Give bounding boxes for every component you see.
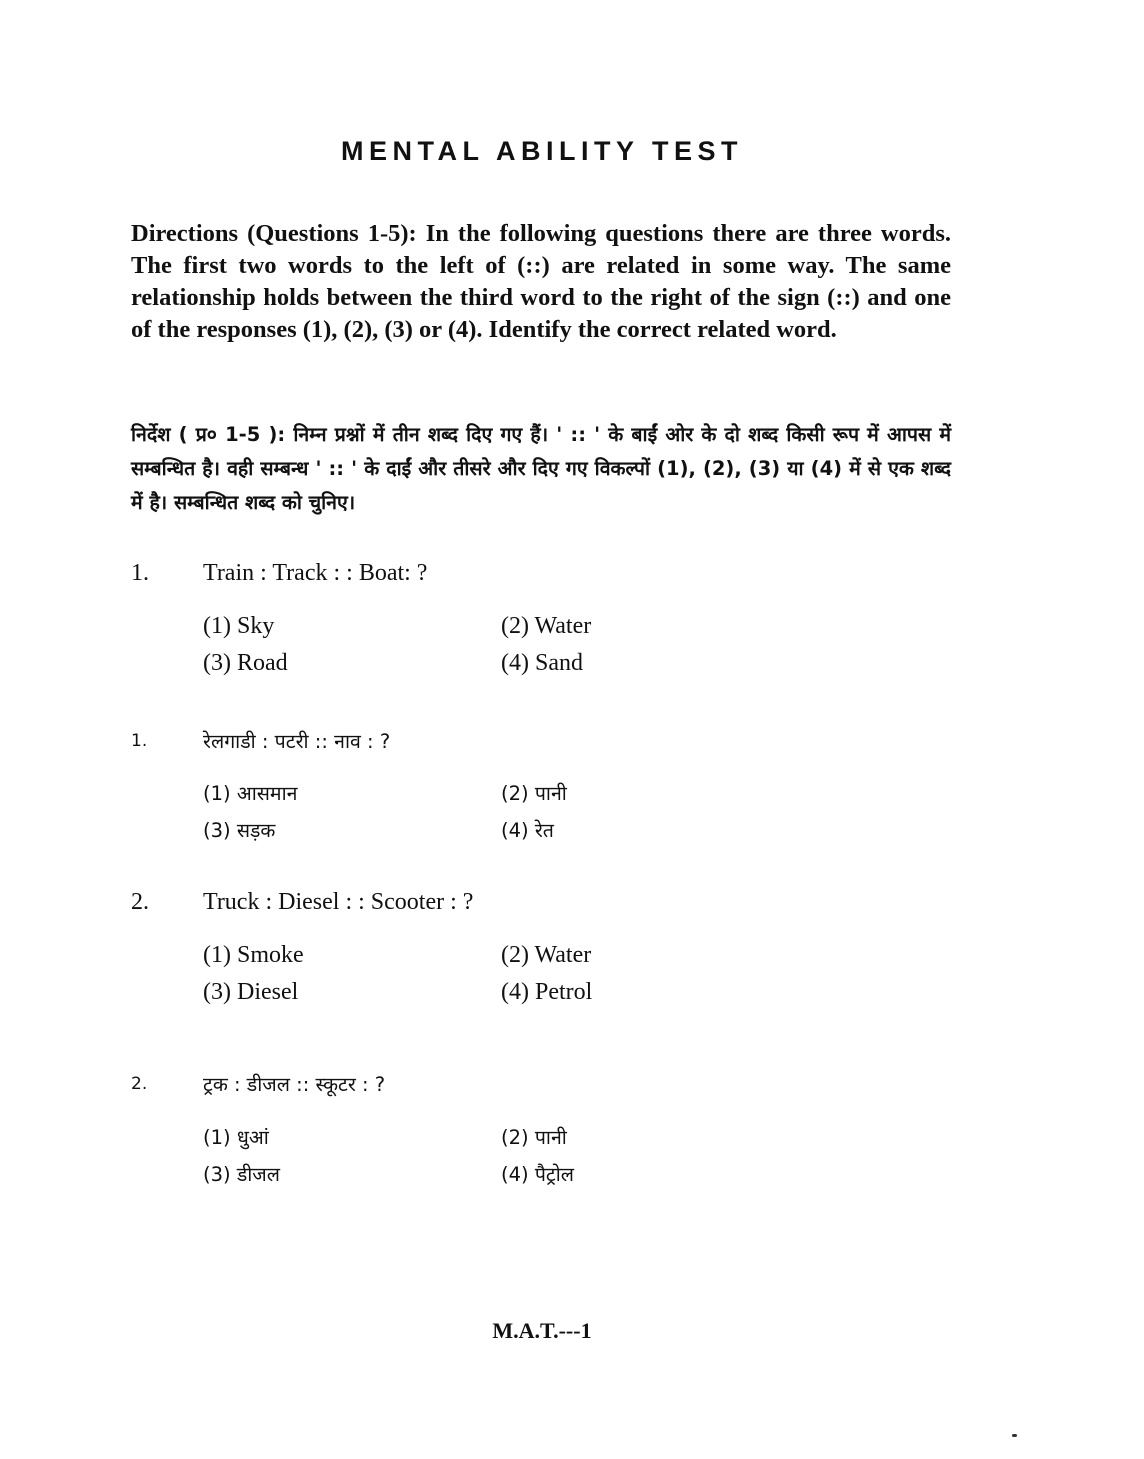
question-text: Truck : Diesel : : Scooter : ? — [203, 889, 474, 915]
page-title: MENTAL ABILITY TEST — [340, 136, 743, 166]
option-4: (4) Petrol — [501, 979, 593, 1005]
option-3: (3) Road — [203, 650, 288, 676]
option-4: (4) Sand — [501, 650, 583, 676]
question-number: 2. — [131, 889, 149, 915]
directions-hindi: निर्देश ( प्र० 1-5 ): निम्न प्रश्नों में तीन शब्द दिए गए हैं। ' :: ' के बाईं ओर के दो शब्द किसी रूप में आपस में सम्बन्धित है। वही सम्बन्ध ' :: ' के दाईं और तीसरे और दिए गए विकल्पों (1), (2), (3) या (4) में से एक शब्द में है। सम्बन्धित शब्द को चुनिए। — [131, 423, 951, 514]
option-1: (1) Smoke — [203, 942, 304, 968]
question-text: रेलगाडी : पटरी :: नाव : ? — [203, 730, 391, 753]
option-3: (3) Diesel — [203, 979, 299, 1005]
option-2: (2) पानी — [501, 1126, 567, 1149]
page-footer: M.A.T.---1 — [492, 1318, 592, 1343]
scan-speck — [1012, 1434, 1017, 1437]
option-1: (1) Sky — [203, 613, 275, 639]
question-text: ट्रक : डीजल :: स्कूटर : ? — [203, 1073, 386, 1096]
option-2: (2) पानी — [501, 782, 567, 805]
option-4: (4) पैट्रोल — [501, 1163, 574, 1186]
option-1: (1) धुआं — [203, 1126, 269, 1149]
directions-english: Directions (Questions 1-5): In the following questions there are three words. The first two words to the left of (::) are related in some way. The same relationship holds between the third word to the right of the sign (::) and one of the responses (1), (2), (3) or (4). Identify the correct related word. — [131, 220, 951, 343]
question-text: Train : Track : : Boat: ? — [203, 560, 428, 586]
option-1: (1) आसमान — [203, 782, 298, 805]
question-number: 2. — [131, 1074, 148, 1094]
option-2: (2) Water — [501, 942, 592, 968]
option-2: (2) Water — [501, 613, 592, 639]
question-number: 1. — [131, 731, 148, 751]
option-4: (4) रेत — [501, 819, 554, 842]
question-number: 1. — [131, 560, 149, 586]
option-3: (3) डीजल — [203, 1163, 280, 1186]
option-3: (3) सड़क — [203, 819, 276, 842]
